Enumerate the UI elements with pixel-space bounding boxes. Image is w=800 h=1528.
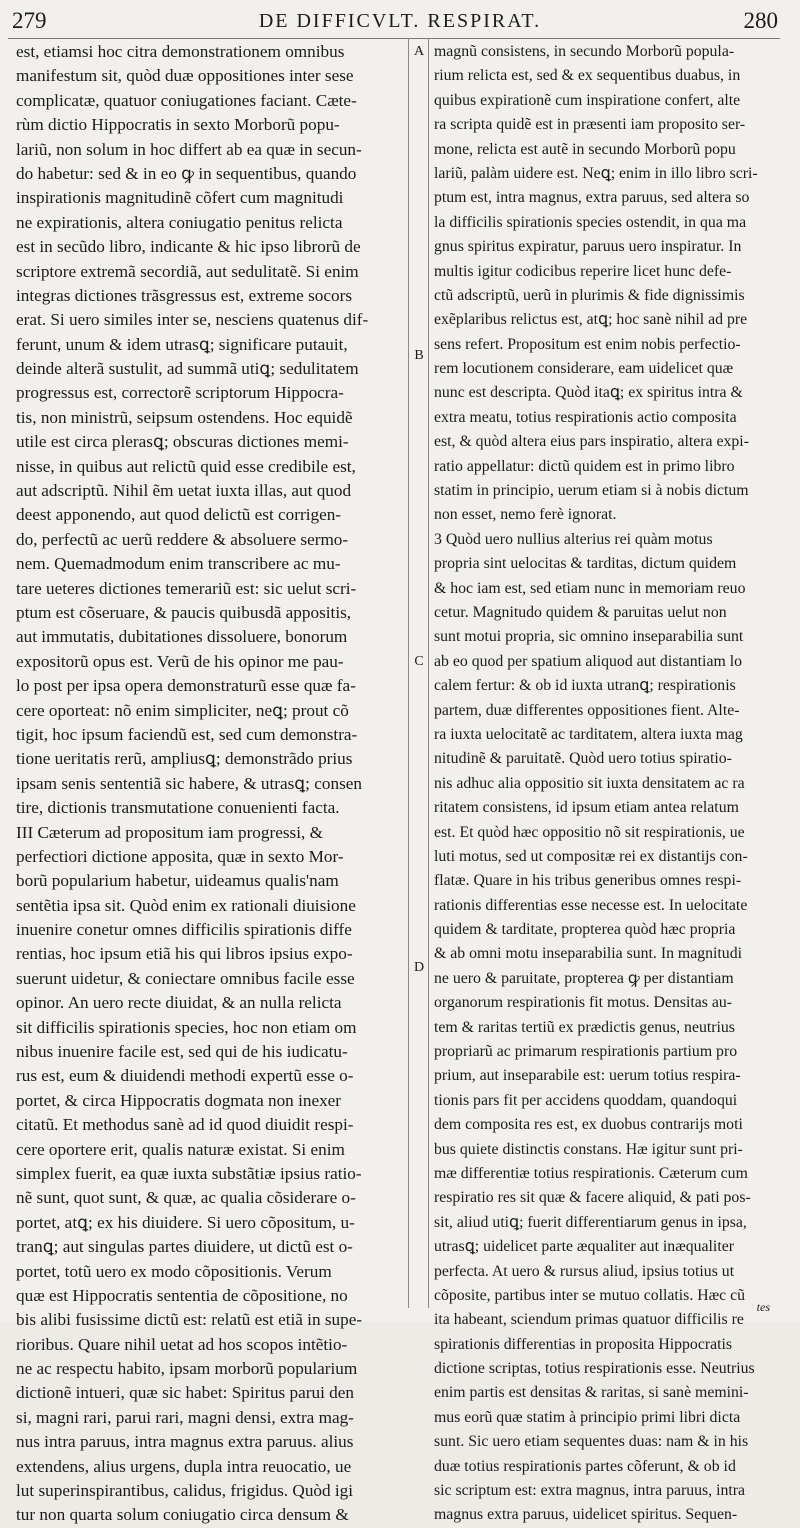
text-line: ab eo quod per spatium aliquod aut distantiam lo xyxy=(434,652,742,670)
text-line: portet, atꝗ; ex his diuidere. Si uero cõpositum, u- xyxy=(16,1212,355,1232)
text-line: la difficilis spirationis species ostendit, in qua ma xyxy=(434,213,747,231)
text-line: est, & quòd altera eius pars inspiratio, altera expi- xyxy=(434,433,749,451)
text-line: complicatæ, quatuor coniugationes faciant. Cæte- xyxy=(16,90,357,110)
text-line: dictione scriptas, totius respirationis esse. Neutrius xyxy=(434,1360,755,1378)
text-line: inspirationis magnitudinẽ cõfert cum magnitudi xyxy=(16,188,344,208)
text-line: dictionẽ intueri, quæ sic habet: Spiritus parui den xyxy=(16,1383,354,1403)
text-line: utile est circa plerasꝗ; obscuras dictiones memi- xyxy=(16,432,349,452)
text-line: sunt. Sic uero etiam sequentes duas: nam & in his xyxy=(434,1433,749,1451)
text-line: lariũ, non solum in hoc differt ab ea quæ in secun- xyxy=(16,139,362,159)
text-line: rentias, hoc ipsum etiã his qui libros ipsius expo- xyxy=(16,944,353,964)
text-line: tranꝗ; aut singulas partes diuidere, ut dictũ est o- xyxy=(16,1237,353,1257)
text-line: bus quiete distinctis constans. Hæ igitur sunt pri- xyxy=(434,1140,743,1158)
text-line: rationis differentias esse necesse est. In uelocitate xyxy=(434,896,748,914)
text-line: propria sint uelocitas & tarditas, dictum quidem xyxy=(434,555,737,573)
text-line: tionis pars fit per accidens quoddam, quandoqui xyxy=(434,1091,738,1109)
text-line: cere oportere erit, qualis naturæ existat. Si enim xyxy=(16,1139,345,1159)
text-line: ratio appellatur: dictũ quidem est in primo libro xyxy=(434,457,735,475)
text-line: progressus est, correctorẽ scriptorum Hippocra- xyxy=(16,383,344,403)
text-line: est. Et quòd hæc oppositio nõ sit respirationis, ue xyxy=(434,823,745,841)
text-line: magnũ consistens, in secundo Morborũ popula- xyxy=(434,43,735,60)
text-line: rem locutionem considerare, eam uidelicet quæ xyxy=(434,360,734,378)
text-line: flatæ. Quare in his tribus generibus omnes respi- xyxy=(434,872,742,890)
text-line: nẽ sunt, quot sunt, & quæ, ac qualia cõsiderare o- xyxy=(16,1188,356,1208)
catchword: tes xyxy=(756,1300,770,1314)
running-head: DE DIFFICVLT. RESPIRAT. xyxy=(258,10,542,32)
text-line: nis adhuc alia oppositio sit iuxta densitatem ac ra xyxy=(434,774,745,792)
text-line: do habetur: sed & in eo ꝙ in sequentibus, quando xyxy=(16,163,357,183)
text-line: enim partis est densitas & raritas, si sanè memini- xyxy=(434,1384,749,1402)
text-line: multis igitur codicibus reperire licet hunc defe- xyxy=(434,262,732,280)
text-line: ra iuxta uelocitatẽ ac tarditatem, altera iuxta mag xyxy=(434,725,743,743)
text-line: sit difficilis spirationis species, hoc non etiam om xyxy=(16,1017,357,1037)
text-line: extendens, alius urgens, dupla intra reuocatio, ue xyxy=(16,1456,352,1476)
text-line: cere oporteat: nõ enim simpliciter, neꝗ; prout cõ xyxy=(16,700,349,720)
text-line: inuenire conetur omnes difficilis spirationis diffe xyxy=(16,920,352,940)
text-line: mus eorũ quæ statim à principio primi libri dicta xyxy=(434,1408,741,1426)
page-number-right: 280 xyxy=(743,8,778,33)
header-rule xyxy=(8,38,780,39)
text-line: tur non quarta solum coniugatio circa densum & xyxy=(16,1505,349,1525)
text-line: gnus spiritus expiratur, paruus uero inspiratur. In xyxy=(434,238,742,256)
text-line: erat. Si uero similes inter se, nesciens quatenus dif- xyxy=(16,310,369,330)
right-text-column xyxy=(434,40,794,1528)
text-line: ne uero & paruitate, propterea ꝙ per distantiam xyxy=(434,969,734,987)
text-line: quidem & tarditate, propterea quòd hæc propria xyxy=(434,921,736,939)
text-line: exẽplaribus relictus est, atꝗ; hoc sanè nihil ad pre xyxy=(434,311,748,329)
text-line: & ab omni motu inseparabilia sunt. In magnitudi xyxy=(434,945,742,963)
page-header xyxy=(0,6,800,42)
text-line: mæ differentiæ totius respirationis. Cæterum cum xyxy=(434,1164,748,1182)
text-line: organorum respirationis fit motus. Densitas au- xyxy=(434,994,733,1012)
text-line: opinor. An uero recte diuidat, & an nulla relicta xyxy=(16,993,342,1013)
text-line: sens refert. Propositum est enim nobis perfectio- xyxy=(434,335,741,353)
text-line: 3 Quòd uero nullius alterius rei quàm motus xyxy=(434,530,713,548)
text-line: calem fertur: & ob id iuxta utranꝗ; respirationis xyxy=(434,677,736,695)
section-marker-a: A xyxy=(413,44,425,59)
text-line: sunt motui propria, sic omnino inseparabilia sunt xyxy=(434,628,744,646)
text-line: ptum est cõseruare, & paucis quibusdã appositis, xyxy=(16,602,352,622)
text-line: lut superinspirantibus, calidus, frigidus. Quòd igi xyxy=(16,1481,354,1501)
text-line: sentẽtia ipsa sit. Quòd enim ex rationali diuisione xyxy=(16,895,356,915)
text-line: extra meatu, totius respirationis actio composita xyxy=(434,408,737,426)
text-line: perfecta. At uero & rursus aliud, ipsius totius ut xyxy=(434,1262,735,1280)
text-line: nibus inuenire facile est, sed qui de his iudicatu- xyxy=(16,1042,348,1062)
section-marker-b: B xyxy=(414,348,424,363)
text-line: rium relicta est, sed & ex sequentibus duabus, in xyxy=(434,67,741,85)
text-line: expositorũ opus est. Verũ de his opinor me pau- xyxy=(16,651,344,671)
text-line: rùm dictio Hippocratis in sexto Morborũ popu- xyxy=(16,115,340,135)
text-line: mone, relicta est autẽ in secundo Morborũ popu xyxy=(434,140,736,158)
text-line: tis, non ministrũ, seipsum ostendens. Hoc equidẽ xyxy=(16,407,353,427)
text-line: deinde alterã sustulit, ad summã utiꝗ; sedulitatem xyxy=(16,359,359,379)
text-line: ne expirationis, altera coniugatio penitus relicta xyxy=(16,212,343,232)
section-marker-d: D xyxy=(413,960,425,975)
text-line: cõposite, partibus inter se mutuo collatis. Hæc cũ xyxy=(434,1286,746,1304)
text-line: spirationis differentias in proposita Hippocratis xyxy=(434,1335,733,1353)
text-line: tigit, hoc ipsum faciendũ est, sed cum demonstra- xyxy=(16,724,358,744)
text-line: deest apponendo, aut quod delictũ est corrigen- xyxy=(16,505,342,525)
text-line: ipsam senis sententiã sic habere, & utrasꝗ; consen xyxy=(16,773,362,793)
text-line: lariũ, palàm uidere est. Neꝗ; enim in illo libro scri- xyxy=(434,164,758,182)
text-line: citatũ. Et methodus sanè ad id quod diuidit respi- xyxy=(16,1115,354,1135)
text-line: dem composita res est, ex duobus contrarijs moti xyxy=(434,1116,743,1134)
text-line: tare ueteres dictiones temerariũ est: sic uelut scri- xyxy=(16,578,357,598)
text-line: ritatem consistens, id ipsum etiam antea relatum xyxy=(434,799,739,817)
text-line: quibus expirationẽ cum inspiratione confert, alte xyxy=(434,91,741,109)
text-line: manifestum sit, quòd duæ oppositiones inter sese xyxy=(16,66,354,86)
text-line: duæ totius respirationis partes cõferunt, & ob id xyxy=(434,1457,736,1475)
text-line: nem. Quemadmodum enim transcribere ac mu- xyxy=(16,554,341,574)
text-line: & hoc iam est, sed etiam nunc in memoriam reuo xyxy=(434,579,746,597)
column-rule-left xyxy=(408,38,409,1308)
text-line: non esset, nemo ferè ignorat. xyxy=(434,506,617,524)
text-line: utrasꝗ; uidelicet parte æqualiter aut inæqualiter xyxy=(434,1238,734,1256)
text-line: tione ueritatis rerũ, ampliusꝗ; demonstrãdo prius xyxy=(16,749,353,769)
text-line: portet, & circa Hippocratis dogmata non inexer xyxy=(16,1090,342,1110)
text-line: ferunt, unum & idem utrasꝗ; significare putauit, xyxy=(16,334,348,354)
text-line: quæ est Hippocratis sententia de cõpositione, no xyxy=(16,1285,348,1305)
text-line: luti motus, sed ut compositæ rei ex distantijs con- xyxy=(434,847,748,865)
column-rule-right xyxy=(428,38,429,1308)
section-marker-c: C xyxy=(414,654,424,669)
text-line: lo post per ipsa opera demonstraturũ esse quæ fa- xyxy=(16,676,356,696)
text-line: integras dictiones trãsgressus est, extreme socors xyxy=(16,285,353,305)
text-line: ne ac respectu habito, ipsam morborũ popularium xyxy=(16,1359,358,1379)
text-line: nunc est descripta. Quòd itaꝗ; ex spiritus intra & xyxy=(434,384,743,402)
text-line: ctũ adscriptũ, uerũ in plurimis & fide dignissimis xyxy=(434,286,745,304)
text-line: rioribus. Quare nihil uetat ad hos scopos intẽtio- xyxy=(16,1334,348,1354)
left-text-column xyxy=(16,40,408,1528)
text-line: respiratio res sit quæ & facere aliquid, & pati pos- xyxy=(434,1189,751,1207)
text-line: statim in principio, uerum etiam si à nobis dictum xyxy=(434,482,749,500)
text-line: rus est, eum & diuidendi methodi expertũ esse o- xyxy=(16,1066,354,1086)
text-line: portet, totũ uero ex modo cõpositionis. Verum xyxy=(16,1261,332,1281)
text-line: est in secũdo libro, indicante & hic ipso librorũ de xyxy=(16,237,361,257)
text-line: suerunt uidetur, & coniectare omnibus facile esse xyxy=(16,968,355,988)
text-line: nitudinẽ & paruitatẽ. Quòd uero totius spiratio- xyxy=(434,750,732,768)
text-line: aut immutatis, dubitationes dissoluere, bonorum xyxy=(16,627,348,647)
text-line: aut adscriptũ. Nihil ẽm uetat iuxta illas, aut quod xyxy=(16,481,352,501)
text-line: ra scripta quidẽ est in præsenti iam proposito ser- xyxy=(434,116,746,134)
text-line: sit, aliud utiꝗ; fuerit differentiarum genus in ipsa, xyxy=(434,1213,747,1231)
text-line: nus intra paruus, intra magnus extra paruus. alius xyxy=(16,1432,354,1452)
text-line: partem, duæ differentes oppositiones fient. Alte- xyxy=(434,701,740,719)
text-line: si, magni rari, parui rari, magni densi, extra mag- xyxy=(16,1407,354,1427)
text-line: borũ popularium habetur, uideamus qualis'nam xyxy=(16,871,339,891)
text-line: III Cæterum ad propositum iam progressi, & xyxy=(16,822,323,842)
text-line: bis alibi fusissime dictũ est: relatũ est etiã in supe- xyxy=(16,1310,363,1330)
text-line: scriptore extremã secordiã, aut sedulitatẽ. Si enim xyxy=(16,261,359,281)
text-line: sic scriptum est: extra magnus, intra paruus, intra xyxy=(434,1482,746,1500)
text-line: simplex fuerit, ea quæ iuxta substãtiæ ipsius ratio- xyxy=(16,1163,362,1183)
text-line: nisse, in quibus aut relictũ quid esse credibile est, xyxy=(16,456,356,476)
text-line: prium, aut inseparabile est: uerum totius respira- xyxy=(434,1067,741,1085)
text-line: propriarũ ac primarum respirationis partium pro xyxy=(434,1043,738,1061)
text-line: ita habeant, sciendum primas quatuor difficilis re xyxy=(434,1311,744,1329)
text-line: cetur. Magnitudo quidem & paruitas uelut non xyxy=(434,603,727,621)
text-line: magnus extra paruus, uidelicet spiritus. Sequen- xyxy=(434,1506,738,1524)
text-line: perfectiori dictione apposita, quæ in sexto Mor- xyxy=(16,846,344,866)
text-line: do, perfectũ ac uerũ reddere & absoluere sermo- xyxy=(16,529,349,549)
text-line: tem & raritas tertiũ ex prædictis genus, neutrius xyxy=(434,1018,735,1036)
text-line: ptum est, intra magnus, extra paruus, sed altera so xyxy=(434,189,750,207)
page-number-left: 279 xyxy=(12,8,47,33)
text-line: est, etiamsi hoc citra demonstrationem omnibus xyxy=(16,42,345,61)
text-line: tire, dictionis transmutatione conuenienti facta. xyxy=(16,798,340,818)
